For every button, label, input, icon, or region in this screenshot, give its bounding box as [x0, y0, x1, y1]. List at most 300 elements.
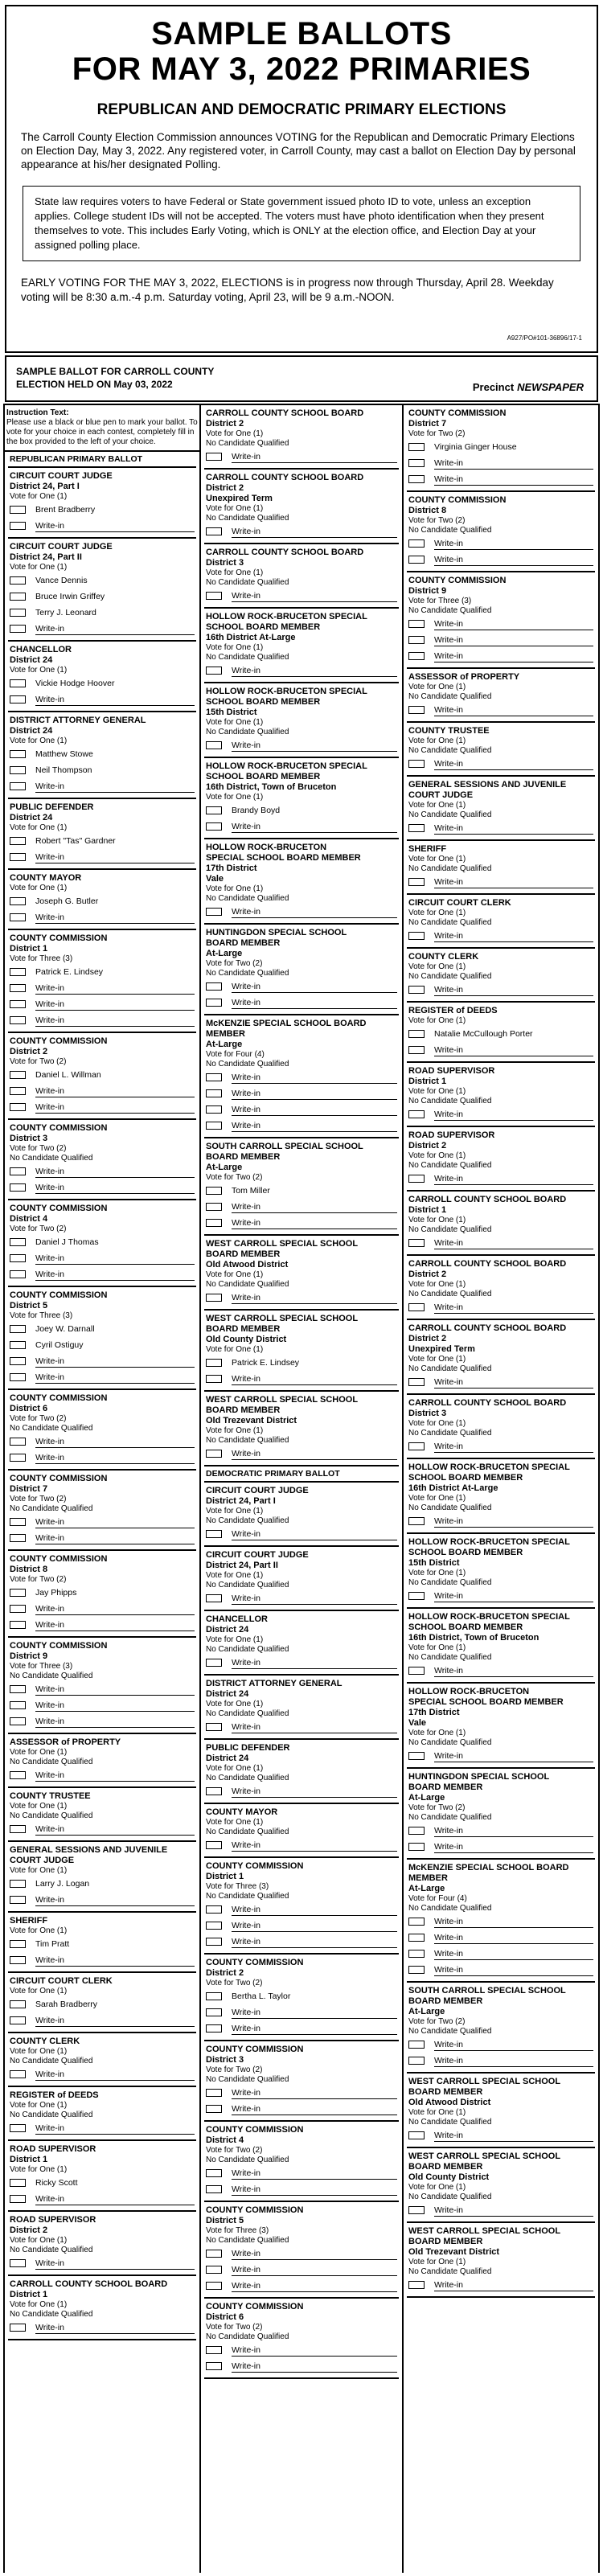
write-in-label[interactable]: Write-in: [434, 1440, 593, 1453]
vote-oval[interactable]: [10, 2070, 26, 2078]
write-in-option[interactable]: [10, 1892, 195, 1908]
write-in-label[interactable]: Write-in: [35, 2257, 195, 2270]
vote-oval[interactable]: [408, 1934, 425, 1942]
vote-oval[interactable]: [206, 1203, 222, 1211]
write-in-label[interactable]: Write-in: [434, 929, 593, 942]
vote-oval[interactable]: [206, 806, 222, 814]
vote-oval[interactable]: [10, 1438, 26, 1446]
vote-oval[interactable]: [206, 2024, 222, 2032]
vote-oval[interactable]: [206, 2250, 222, 2258]
write-in-label[interactable]: Write-in: [35, 693, 195, 706]
write-in-option[interactable]: [206, 2262, 397, 2278]
write-in-label[interactable]: Write-in: [232, 1372, 397, 1385]
write-in-label[interactable]: Write-in: [232, 739, 397, 752]
vote-oval[interactable]: [10, 766, 26, 774]
write-in-option[interactable]: [408, 1513, 593, 1529]
write-in-label[interactable]: Write-in: [434, 2038, 593, 2051]
write-in-option[interactable]: [206, 1655, 397, 1671]
write-in-option[interactable]: [408, 1042, 593, 1058]
write-in-label[interactable]: Write-in: [434, 1749, 593, 1762]
vote-oval[interactable]: [10, 1896, 26, 1904]
candidate-option[interactable]: [10, 893, 195, 909]
vote-oval[interactable]: [206, 2105, 222, 2113]
write-in-label[interactable]: Write-in: [232, 525, 397, 538]
write-in-option[interactable]: [206, 1371, 397, 1387]
vote-oval[interactable]: [408, 1303, 425, 1311]
write-in-option[interactable]: [408, 1914, 593, 1930]
write-in-option[interactable]: [408, 632, 593, 648]
write-in-option[interactable]: [408, 1946, 593, 1962]
write-in-option[interactable]: [408, 982, 593, 998]
vote-oval[interactable]: [206, 2169, 222, 2177]
write-in-option[interactable]: [408, 2053, 593, 2069]
write-in-label[interactable]: Write-in: [232, 1103, 397, 1116]
vote-oval[interactable]: [10, 1325, 26, 1333]
write-in-label[interactable]: Write-in: [434, 983, 593, 996]
vote-oval[interactable]: [408, 443, 425, 451]
write-in-label[interactable]: Write-in: [232, 2279, 397, 2292]
vote-oval[interactable]: [10, 984, 26, 992]
vote-oval[interactable]: [10, 837, 26, 845]
write-in-label[interactable]: Write-in: [232, 980, 397, 993]
candidate-option[interactable]: [10, 1321, 195, 1337]
write-in-label[interactable]: Write-in: [35, 1268, 195, 1281]
write-in-option[interactable]: [10, 2120, 195, 2136]
vote-oval[interactable]: [206, 1594, 222, 1602]
write-in-option[interactable]: [10, 1099, 195, 1115]
vote-oval[interactable]: [10, 1701, 26, 1709]
write-in-label[interactable]: Write-in: [35, 998, 195, 1011]
candidate-option[interactable]: [10, 1234, 195, 1250]
write-in-option[interactable]: [206, 2101, 397, 2117]
write-in-option[interactable]: [10, 621, 195, 637]
write-in-label[interactable]: Write-in: [434, 1931, 593, 1944]
write-in-label[interactable]: Write-in: [35, 2192, 195, 2205]
write-in-option[interactable]: [10, 2255, 195, 2271]
write-in-option[interactable]: [206, 1069, 397, 1085]
write-in-option[interactable]: [206, 1446, 397, 1462]
vote-oval[interactable]: [206, 1073, 222, 1081]
vote-oval[interactable]: [10, 897, 26, 905]
write-in-label[interactable]: Write-in: [232, 1656, 397, 1669]
write-in-label[interactable]: Write-in: [232, 1087, 397, 1100]
write-in-option[interactable]: [10, 1767, 195, 1783]
write-in-option[interactable]: [10, 1353, 195, 1369]
write-in-option[interactable]: [408, 1106, 593, 1122]
vote-oval[interactable]: [408, 1592, 425, 1600]
vote-oval[interactable]: [10, 1238, 26, 1246]
vote-oval[interactable]: [10, 913, 26, 921]
vote-oval[interactable]: [10, 576, 26, 585]
write-in-option[interactable]: [408, 874, 593, 890]
write-in-option[interactable]: [408, 616, 593, 632]
write-in-option[interactable]: [408, 1748, 593, 1764]
vote-oval[interactable]: [206, 527, 222, 535]
vote-oval[interactable]: [206, 667, 222, 675]
vote-oval[interactable]: [206, 908, 222, 916]
write-in-option[interactable]: [408, 455, 593, 471]
write-in-label[interactable]: Write-in: [434, 2279, 593, 2291]
candidate-option[interactable]: [10, 1996, 195, 2012]
vote-oval[interactable]: [206, 1787, 222, 1795]
vote-oval[interactable]: [10, 1016, 26, 1024]
vote-oval[interactable]: [206, 1375, 222, 1383]
vote-oval[interactable]: [206, 453, 222, 461]
write-in-label[interactable]: Write-in: [35, 1435, 195, 1448]
candidate-option[interactable]: [10, 1585, 195, 1601]
write-in-label[interactable]: Write-in: [434, 1947, 593, 1960]
vote-oval[interactable]: [408, 1030, 425, 1038]
vote-oval[interactable]: [408, 539, 425, 548]
write-in-label[interactable]: Write-in: [232, 589, 397, 602]
candidate-option[interactable]: [10, 762, 195, 778]
write-in-option[interactable]: [10, 996, 195, 1012]
write-in-option[interactable]: [206, 1526, 397, 1542]
write-in-label[interactable]: Write-in: [232, 2183, 397, 2196]
write-in-label[interactable]: Write-in: [434, 553, 593, 566]
vote-oval[interactable]: [10, 1167, 26, 1175]
write-in-option[interactable]: [10, 1266, 195, 1282]
candidate-option[interactable]: [10, 1936, 195, 1952]
write-in-option[interactable]: [408, 756, 593, 772]
candidate-option[interactable]: [408, 439, 593, 455]
vote-oval[interactable]: [206, 1105, 222, 1114]
write-in-label[interactable]: Write-in: [434, 457, 593, 470]
write-in-label[interactable]: Write-in: [35, 1532, 195, 1544]
write-in-label[interactable]: Write-in: [35, 1252, 195, 1265]
vote-oval[interactable]: [10, 1534, 26, 1542]
vote-oval[interactable]: [206, 1938, 222, 1946]
write-in-label[interactable]: Write-in: [434, 1589, 593, 1602]
write-in-label[interactable]: Write-in: [434, 876, 593, 888]
write-in-label[interactable]: Write-in: [35, 1699, 195, 1712]
write-in-option[interactable]: [10, 1713, 195, 1729]
candidate-option[interactable]: [206, 1355, 397, 1371]
write-in-option[interactable]: [408, 820, 593, 836]
write-in-label[interactable]: Write-in: [434, 1824, 593, 1837]
candidate-option[interactable]: [408, 1026, 593, 1042]
write-in-label[interactable]: Write-in: [232, 2102, 397, 2115]
vote-oval[interactable]: [206, 1905, 222, 1914]
vote-oval[interactable]: [408, 1175, 425, 1183]
write-in-label[interactable]: Write-in: [35, 2122, 195, 2135]
vote-oval[interactable]: [10, 2124, 26, 2132]
write-in-option[interactable]: [10, 2191, 195, 2207]
write-in-label[interactable]: Write-in: [35, 1165, 195, 1178]
write-in-label[interactable]: Write-in: [434, 537, 593, 550]
write-in-label[interactable]: Write-in: [232, 1785, 397, 1798]
write-in-label[interactable]: Write-in: [35, 1014, 195, 1027]
vote-oval[interactable]: [408, 986, 425, 994]
write-in-option[interactable]: [10, 1530, 195, 1546]
vote-oval[interactable]: [408, 1517, 425, 1525]
write-in-label[interactable]: Write-in: [232, 1071, 397, 1084]
write-in-label[interactable]: Write-in: [35, 1715, 195, 1728]
write-in-option[interactable]: [408, 648, 593, 664]
vote-oval[interactable]: [10, 2016, 26, 2024]
write-in-option[interactable]: [408, 535, 593, 552]
vote-oval[interactable]: [408, 1843, 425, 1851]
vote-oval[interactable]: [10, 1373, 26, 1381]
write-in-label[interactable]: Write-in: [232, 2167, 397, 2180]
vote-oval[interactable]: [408, 760, 425, 768]
write-in-option[interactable]: [10, 518, 195, 534]
candidate-option[interactable]: [10, 1337, 195, 1353]
write-in-label[interactable]: Write-in: [232, 2086, 397, 2099]
vote-oval[interactable]: [206, 1359, 222, 1367]
write-in-option[interactable]: [10, 778, 195, 794]
write-in-option[interactable]: [206, 2004, 397, 2020]
vote-oval[interactable]: [408, 1950, 425, 1958]
write-in-label[interactable]: Write-in: [232, 664, 397, 677]
vote-oval[interactable]: [408, 1239, 425, 1247]
vote-oval[interactable]: [206, 2282, 222, 2290]
write-in-option[interactable]: [10, 1514, 195, 1530]
vote-oval[interactable]: [408, 2131, 425, 2139]
write-in-option[interactable]: [206, 818, 397, 835]
write-in-label[interactable]: Write-in: [35, 1101, 195, 1114]
vote-oval[interactable]: [10, 1270, 26, 1278]
write-in-option[interactable]: [10, 1681, 195, 1697]
write-in-label[interactable]: Write-in: [232, 1935, 397, 1948]
write-in-label[interactable]: Write-in: [35, 2068, 195, 2081]
write-in-label[interactable]: Write-in: [35, 1371, 195, 1384]
vote-oval[interactable]: [408, 1046, 425, 1054]
write-in-option[interactable]: [206, 1918, 397, 1934]
write-in-label[interactable]: Write-in: [434, 634, 593, 646]
vote-oval[interactable]: [206, 822, 222, 831]
write-in-label[interactable]: Write-in: [434, 1376, 593, 1388]
vote-oval[interactable]: [10, 2259, 26, 2267]
write-in-option[interactable]: [10, 1369, 195, 1385]
vote-oval[interactable]: [408, 1918, 425, 1926]
write-in-label[interactable]: Write-in: [434, 1664, 593, 1677]
write-in-label[interactable]: Write-in: [35, 1893, 195, 1906]
vote-oval[interactable]: [408, 652, 425, 660]
vote-oval[interactable]: [408, 1378, 425, 1386]
write-in-label[interactable]: Write-in: [434, 1172, 593, 1185]
write-in-label[interactable]: Write-in: [434, 1108, 593, 1121]
write-in-option[interactable]: [206, 2020, 397, 2037]
write-in-label[interactable]: Write-in: [232, 1200, 397, 1213]
vote-oval[interactable]: [10, 2179, 26, 2187]
vote-oval[interactable]: [408, 824, 425, 832]
write-in-label[interactable]: Write-in: [232, 1721, 397, 1733]
write-in-label[interactable]: Write-in: [232, 1528, 397, 1540]
write-in-option[interactable]: [10, 909, 195, 925]
vote-oval[interactable]: [408, 556, 425, 564]
write-in-label[interactable]: Write-in: [35, 1683, 195, 1696]
write-in-label[interactable]: Write-in: [232, 1447, 397, 1460]
vote-oval[interactable]: [408, 459, 425, 467]
candidate-option[interactable]: [10, 746, 195, 762]
vote-oval[interactable]: [206, 1450, 222, 1458]
write-in-label[interactable]: Write-in: [232, 450, 397, 463]
write-in-option[interactable]: [10, 1012, 195, 1028]
write-in-label[interactable]: Write-in: [35, 622, 195, 635]
write-in-label[interactable]: Write-in: [35, 1451, 195, 1464]
write-in-option[interactable]: [10, 1179, 195, 1196]
vote-oval[interactable]: [10, 1825, 26, 1833]
vote-oval[interactable]: [206, 1089, 222, 1097]
vote-oval[interactable]: [10, 2195, 26, 2203]
write-in-label[interactable]: Write-in: [35, 1516, 195, 1528]
candidate-option[interactable]: [10, 675, 195, 691]
write-in-label[interactable]: Write-in: [232, 820, 397, 833]
vote-oval[interactable]: [408, 1110, 425, 1118]
vote-oval[interactable]: [408, 2206, 425, 2214]
vote-oval[interactable]: [408, 1667, 425, 1675]
write-in-option[interactable]: [206, 978, 397, 995]
write-in-label[interactable]: Write-in: [434, 1915, 593, 1928]
write-in-option[interactable]: [206, 1719, 397, 1735]
write-in-option[interactable]: [206, 523, 397, 539]
write-in-label[interactable]: Write-in: [434, 2054, 593, 2067]
write-in-option[interactable]: [206, 2246, 397, 2262]
write-in-option[interactable]: [408, 1235, 593, 1251]
write-in-label[interactable]: Write-in: [434, 473, 593, 486]
write-in-option[interactable]: [408, 1663, 593, 1679]
write-in-option[interactable]: [206, 904, 397, 920]
write-in-option[interactable]: [10, 1083, 195, 1099]
write-in-option[interactable]: [408, 1299, 593, 1315]
write-in-label[interactable]: Write-in: [232, 1919, 397, 1932]
write-in-option[interactable]: [206, 1199, 397, 1215]
vote-oval[interactable]: [10, 1940, 26, 1948]
vote-oval[interactable]: [408, 475, 425, 483]
vote-oval[interactable]: [10, 593, 26, 601]
write-in-option[interactable]: [206, 1837, 397, 1853]
vote-oval[interactable]: [206, 1219, 222, 1227]
write-in-label[interactable]: Write-in: [35, 851, 195, 863]
write-in-option[interactable]: [206, 2165, 397, 2181]
write-in-option[interactable]: [206, 1590, 397, 1606]
write-in-option[interactable]: [408, 1588, 593, 1604]
vote-oval[interactable]: [10, 625, 26, 633]
write-in-label[interactable]: Write-in: [232, 2344, 397, 2357]
write-in-option[interactable]: [408, 552, 593, 568]
vote-oval[interactable]: [10, 1771, 26, 1779]
vote-oval[interactable]: [10, 1254, 26, 1262]
vote-oval[interactable]: [10, 853, 26, 861]
vote-oval[interactable]: [10, 522, 26, 530]
vote-oval[interactable]: [408, 1827, 425, 1835]
vote-oval[interactable]: [10, 782, 26, 790]
candidate-option[interactable]: [10, 2175, 195, 2191]
vote-oval[interactable]: [206, 2346, 222, 2354]
write-in-option[interactable]: [206, 2085, 397, 2101]
vote-oval[interactable]: [10, 1621, 26, 1629]
write-in-label[interactable]: Write-in: [232, 1903, 397, 1916]
write-in-label[interactable]: Write-in: [35, 1823, 195, 1836]
write-in-option[interactable]: [408, 471, 593, 487]
write-in-label[interactable]: Write-in: [35, 2321, 195, 2334]
vote-oval[interactable]: [10, 750, 26, 758]
write-in-label[interactable]: Write-in: [35, 1181, 195, 1194]
vote-oval[interactable]: [206, 2266, 222, 2274]
write-in-option[interactable]: [408, 2037, 593, 2053]
write-in-option[interactable]: [206, 995, 397, 1011]
write-in-label[interactable]: Write-in: [434, 2129, 593, 2142]
write-in-label[interactable]: Write-in: [232, 905, 397, 918]
write-in-option[interactable]: [10, 1450, 195, 1466]
write-in-label[interactable]: Write-in: [35, 1954, 195, 1967]
write-in-option[interactable]: [10, 2320, 195, 2336]
vote-oval[interactable]: [206, 1723, 222, 1731]
vote-oval[interactable]: [10, 1880, 26, 1888]
write-in-option[interactable]: [206, 2358, 397, 2374]
write-in-option[interactable]: [206, 1101, 397, 1118]
write-in-option[interactable]: [10, 2066, 195, 2082]
write-in-label[interactable]: Write-in: [434, 1044, 593, 1056]
write-in-label[interactable]: Write-in: [232, 2263, 397, 2276]
write-in-option[interactable]: [408, 2127, 593, 2143]
vote-oval[interactable]: [10, 2000, 26, 2008]
write-in-label[interactable]: Write-in: [434, 650, 593, 662]
write-in-label[interactable]: Write-in: [232, 1216, 397, 1229]
write-in-option[interactable]: [206, 1901, 397, 1918]
write-in-option[interactable]: [206, 2278, 397, 2294]
write-in-option[interactable]: [10, 980, 195, 996]
vote-oval[interactable]: [10, 1183, 26, 1192]
write-in-label[interactable]: Write-in: [434, 1301, 593, 1314]
vote-oval[interactable]: [10, 1103, 26, 1111]
write-in-label[interactable]: Write-in: [35, 982, 195, 995]
write-in-option[interactable]: [10, 1250, 195, 1266]
write-in-option[interactable]: [10, 1434, 195, 1450]
vote-oval[interactable]: [10, 1071, 26, 1079]
write-in-label[interactable]: Write-in: [232, 1592, 397, 1605]
vote-oval[interactable]: [10, 2324, 26, 2332]
write-in-label[interactable]: Write-in: [35, 780, 195, 793]
vote-oval[interactable]: [10, 1000, 26, 1008]
write-in-option[interactable]: [10, 1617, 195, 1633]
write-in-option[interactable]: [10, 1952, 195, 1968]
vote-oval[interactable]: [206, 592, 222, 600]
vote-oval[interactable]: [10, 506, 26, 514]
vote-oval[interactable]: [206, 2089, 222, 2097]
write-in-option[interactable]: [206, 1215, 397, 1231]
candidate-option[interactable]: [206, 1988, 397, 2004]
write-in-label[interactable]: Write-in: [35, 1355, 195, 1368]
write-in-option[interactable]: [408, 1930, 593, 1946]
write-in-label[interactable]: Write-in: [35, 911, 195, 924]
write-in-option[interactable]: [206, 2342, 397, 2358]
vote-oval[interactable]: [206, 2185, 222, 2193]
write-in-label[interactable]: Write-in: [35, 1769, 195, 1782]
write-in-label[interactable]: Write-in: [434, 1840, 593, 1853]
vote-oval[interactable]: [10, 1605, 26, 1613]
candidate-option[interactable]: [10, 964, 195, 980]
vote-oval[interactable]: [408, 2281, 425, 2289]
write-in-label[interactable]: Write-in: [232, 1291, 397, 1304]
vote-oval[interactable]: [10, 1685, 26, 1693]
write-in-option[interactable]: [408, 2277, 593, 2293]
vote-oval[interactable]: [206, 1992, 222, 2000]
vote-oval[interactable]: [408, 1966, 425, 1974]
write-in-label[interactable]: Write-in: [232, 2006, 397, 2019]
write-in-option[interactable]: [10, 2012, 195, 2028]
write-in-label[interactable]: Write-in: [434, 757, 593, 770]
candidate-option[interactable]: [10, 1067, 195, 1083]
write-in-label[interactable]: Write-in: [232, 996, 397, 1009]
write-in-label[interactable]: Write-in: [434, 703, 593, 716]
write-in-label[interactable]: Write-in: [434, 2204, 593, 2217]
candidate-option[interactable]: [10, 605, 195, 621]
vote-oval[interactable]: [10, 679, 26, 687]
write-in-option[interactable]: [206, 1085, 397, 1101]
write-in-label[interactable]: Write-in: [434, 1237, 593, 1249]
